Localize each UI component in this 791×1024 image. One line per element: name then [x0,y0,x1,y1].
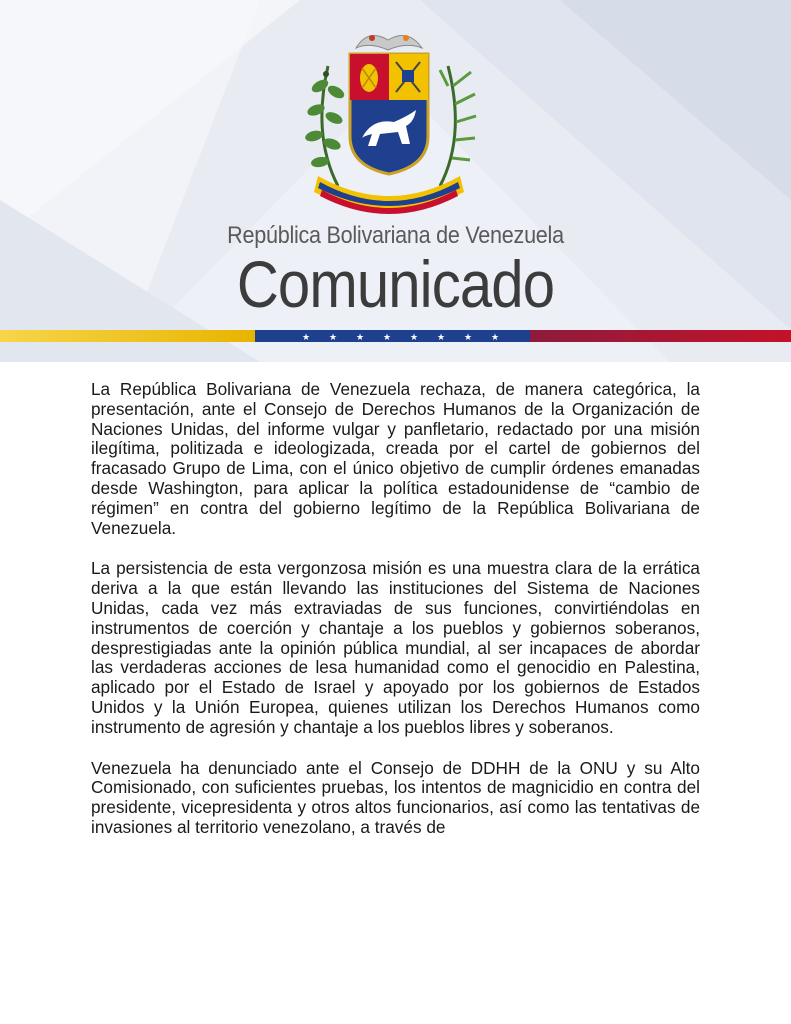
svg-text:★: ★ [409,333,419,342]
coat-of-arms-icon [298,26,480,216]
svg-text:★: ★ [436,333,446,342]
flag-color-bar [0,330,791,342]
svg-text:★: ★ [301,333,311,342]
svg-text:★: ★ [382,333,392,342]
communique-body [91,380,700,859]
page-title: Comunicado [236,247,555,321]
issuer-subtitle: República Bolivariana de Venezuela [227,222,564,249]
paragraph: La República Bolivariana de Venezuela rechaza, de manera categórica, la presentación, ante el Consejo de Derechos Humanos de la Organización de Naciones Unidas, del informe vulgar y panfletario, redactado por una misión ilegítima, politizada e ideologizada, creada por el cartel de gobiernos del fracasado Grupo de Lima, con el único objetivo de cumplir órdenes emanadas desde Washington, para aplicar la política estadounidense de “cambio de régimen” en contra del gobierno legítimo de la República Bolivariana de Venezuela. [91,379,700,538]
paragraph: Venezuela ha denunciado ante el Consejo de DDHH de la ONU y su Alto Comisionado, con suficientes pruebas, los intentos de magnicidio en contra del presidente, vicepresidenta y otros altos funcionarios, así como las tentativas de invasiones al territorio venezolano, a través de [91,757,700,837]
svg-text:★: ★ [463,333,473,342]
svg-text:★: ★ [490,333,500,342]
paragraph: La persistencia de esta vergonzosa misión es una muestra clara de la errática deriva a la que están llevando las instituciones del Sistema de Naciones Unidas, cada vez más extraviadas de sus funciones, convirtiéndolas en instrumentos de coerción y chantaje a los pueblos y gobiernos soberanos, desprestigiadas ante la opinión pública mundial, al ser incapaces de abordar las verdaderas acciones de lesa humanidad como el genocidio en Palestina, aplicado por el Estado de Israel y apoyado por los gobiernos de Estados Unidos y la Unión Europea, quienes utilizan los Derechos Humanos como instrumento de agresión y chantaje a los pueblos libres y soberanos. [91,558,700,737]
svg-text:★: ★ [328,333,338,342]
svg-text:★: ★ [355,333,365,342]
header-banner [0,0,791,362]
